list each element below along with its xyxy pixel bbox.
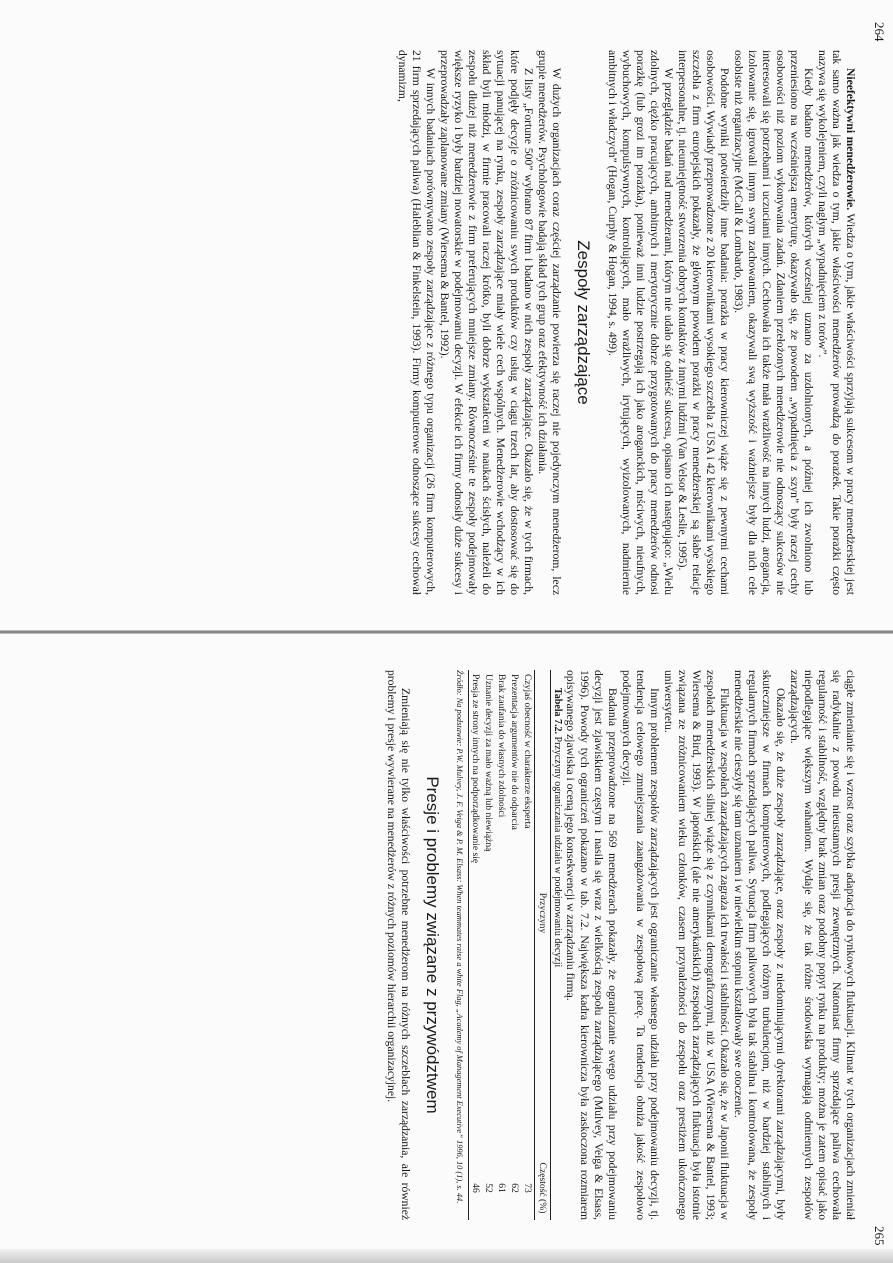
paragraph: W przeglądzie badań nad menedżerami, którym nie udało się odnieść sukcesu, opisano ich następująco: „Wielu zdolnych, ciężko pracujących, ambitnych i merytorycznie dobrze przygotowanych do pracy menedżerów odnosi porażkę (lub grozi im porażka), ponieważ inni ludzie postrzegają ich jako aroganckich, mściwych, nieufnych, wybuchowych, kompulsywnych, kontrolujących, mało wrażliwych, irytujących, wyizolowanych, nadmiernie ambitnych i władczych” (Hogan, Curphy & Hogan, 1994, s. 499). xyxy=(606,50,675,595)
paragraph: ciągłe zmienianie się i wzrost oraz szybka adaptacja do rynkowych fluktuacji. Klimat w tych organizacjach zmieniał się radykalnie z powodu nieustannych presji zewnętrznych. Natomiast firmy sprzedające paliwa cechowała regularność i stabilność, względny brak zmian oraz podobny popyt rynku na produkty; można je zatem opisać jako niepodlegające większym wahaniom. Wydaje się, że tak różne środowiska wymagają odmiennych zespołów zarządzających. xyxy=(788,670,857,1220)
table-row xyxy=(482,670,495,1220)
reasons-table xyxy=(468,670,551,1220)
column-header-frequency: Częstość (%) xyxy=(535,1156,551,1220)
table-cell-cause: Presja ze strony innych na podporządkowanie się xyxy=(470,674,481,864)
paragraph: Z listy „Fortune 500” wybrano 87 firm i badano w nich zespoły zarządzające. Okazało się, że w tych firmach, które podjęły decyzje o zróżnicowaniu swych produktów czy usług w ciągu trzech lat, aby dostosować się do sytuacji panującej na rynku, zespoły zarządzające miały wiele cech wspólnych. Menedżerowie wchodzący w ich skład byli młodzi, w firmie pracowali raczej krótko, byli dobrze wykształceni w naukach ścisłych, należeli do zespołu dłużej niż menedżerowie z firm preferujących mniejsze zmiany. Równocześnie te zespoły podejmowały większe ryzyko i były bardziej nowatorskie w podejmowaniu decyzji. W efekcie ich firmy odnosiły duże sukcesy i przeprowadzały zaplanowane zmiany (Wiersema & Bantel, 1992). xyxy=(438,50,535,595)
table-cell-pct: 73 xyxy=(522,1183,533,1193)
table-caption-label: Tabela 7.2. xyxy=(552,688,563,735)
right-page xyxy=(27,670,857,1220)
paragraph: Badania przeprowadzone na 569 menedżerach pokazały, że ograniczanie swego udziału przy podejmowaniu decyzji jest zjawiskiem częstym i nasila się wraz z wielkością zespołu zarządzającego (Mulvey, Veiga & Elsass, 1996). Powody tych ograniczeń pokazano w tab. 7.2. Największa kadra kierownicza była zaskoczona rozmiarem opisywanego zjawiska i oceną jego konsekwencji w zarządzaniu firmą. xyxy=(564,670,619,1220)
table-row xyxy=(469,670,483,1220)
column-header-causes: Przyczyny xyxy=(535,670,551,1156)
table-row xyxy=(495,670,508,1220)
table-cell-pct: 46 xyxy=(470,1183,481,1193)
table-cell-cause: Czyjaś obecność w charakterze eksperta xyxy=(522,674,533,829)
paragraph xyxy=(815,50,857,595)
table-header-row xyxy=(535,670,551,1220)
paragraph-text: Wiedza o tym, jakie właściwości sprzyjają sukcesom w pracy menedżerskiej jest tak samo ważna jak wiedza o tym, jakie właściwości menedżerów prowadzą do porażek. Takie porażki często nazywa się wykolejeniem, czyli nagłym „wypadnięciem z torów”. xyxy=(816,50,857,595)
section-heading: Presje i problemy związane z przywództwem xyxy=(423,776,442,1114)
table-cell-cause: Uznanie decyzji za mało ważną lub niewiążną xyxy=(483,674,494,852)
table-row xyxy=(521,670,535,1220)
table-cell-pct: 62 xyxy=(509,1183,520,1193)
paragraph: W innych badaniach porównywano zespoły zarządzające z różnego typu organizacji (26 firm komputerowych, 21 firm sprzedających paliwa) (Haleblian & Finkelstein, 1993). Firmy komputerowe odnoszące sukcesy cechował dynamizm, xyxy=(396,50,437,595)
page-number-left: 264 xyxy=(872,22,887,42)
paragraph: Okazało się, że duże zespoły zarządzające, oraz zespoły z niedominującymi dyrektorami zarządzającymi, były skuteczniejsze w firmach komputerowych, podlegających różnym turbulencjom, niż w bardziej stabilnych i regularnych firmach sprzedających paliwa. Sytuacja firm paliwowych była tak stabilna i kontrolowana, że zespoły menedżerskie nie cieszyły się tam uznaniem i w niewielkim stopniu kształtowały swe otoczenie. xyxy=(732,670,787,1220)
table-cell-pct: 52 xyxy=(483,1183,494,1193)
table-cell-cause: Brak zaufania do własnych zdolności xyxy=(496,674,507,818)
paragraph: Fluktuacja w zespołach zarządzających zagraża ich trwałości i stabilności. Okazało się, że w Japonii fluktuacja w zespołach menedżerskich silniej wiąże się z czynnikami demograficznymi, niż w USA (Wiersema & Bantel, 1993; Wiersema & Bird, 1993). W japońskich (ale nie amerykańskich) zespołach zarządzających fluktuacja była istotnie związana ze zróżnicowaniem wieku członków, czasem przynależności do zespołu oraz prestiżem ukończonego uniwersytetu. xyxy=(662,670,731,1220)
page-number-right: 265 xyxy=(872,1226,887,1246)
left-page xyxy=(27,50,857,595)
page-edge-shadow xyxy=(0,1249,893,1263)
paragraph: W dużych organizacjach coraz częściej zarządzanie powierza się raczej nie pojedynczym menedżerom, lecz grupie menedżerów. Psychologowie badają skład tych grup oraz efektywność ich działania. xyxy=(536,50,563,595)
paragraph: Zmieniają się nie tylko właściwości potrzebne menedżerom na różnych szczeblach zarządzania, ale również problemy i presje wywierane na menedżerów z różnych poziomów hierarchii organizacyjnej. xyxy=(385,670,412,1220)
table-source-note: Źródło: Na podstawie: P.W. Mulvey, J. F. Veiga & P. M. Elsass: When teammates raise a white Flag, „Academy of Management Executive” 1996, 10 (1), s. 44. xyxy=(455,670,464,1204)
table-caption-text: Przyczyny ograniczania udziału w podejmowaniu decyzji xyxy=(552,734,563,968)
table-cell-cause: Prezentacja argumentów nie do odparcia xyxy=(509,674,520,830)
table-caption xyxy=(551,670,563,1220)
book-gutter xyxy=(0,630,893,634)
section-heading: Zespoły zarządzające xyxy=(574,240,593,405)
paragraph: Podobne wyniki potwierdziły inne badania: porażka w pracy kierowniczej wiąże się z pewnymi cechami osobowości. Wywiady przeprowadzone z 20 kierownikami wysokiego szczebla z USA i 42 kierownikami wysokiego szczebla z firm europejskich pokazały, że głównym powodem porażki w pracy menedżerskiej są słabe relacje interpersonalne, tj. nieumiejętność stworzenia dobrych kontaktów z innymi ludźmi (Van Velsor & Leslie, 1995). xyxy=(676,50,731,595)
paragraph-lead: Nieefektywni menedżerowie. xyxy=(844,68,857,211)
table-cell-pct: 61 xyxy=(496,1183,507,1193)
table-row xyxy=(508,670,521,1220)
paragraph: Kiedy badano menedżerów, których wcześniej uznano za uzdolnionych, a później ich zwolniono lub przeniesiono na wcześniejszą emeryturę, okazywało się, że powodem „wypadnięcia z szyn” były raczej cechy osobowości niż poziom wykonywania zadań. Zdaniem przełożonych menedżerowie nie odnoszący sukcesów nie interesowali się potrzebami i uczuciami innych. Cechowała ich także mała wrażliwość na innych ludzi, arogancja, izolowanie się, igrowali innym swym zachowaniem, okazywali swą wyższość i ważniejsze były dla nich cele osobiste niż organizacyjne (McCall & Lombardo, 1983). xyxy=(732,50,815,595)
paragraph: Innym problemem zespołów zarządzających jest ograniczanie własnego udziału przy podejmowaniu decyzji, tj. tendencja celowego zmniejszania zaangażowania w zespołową pracę. Ta tendencja obniża jakość zespołowo podejmowanych decyzji. xyxy=(620,670,661,1220)
